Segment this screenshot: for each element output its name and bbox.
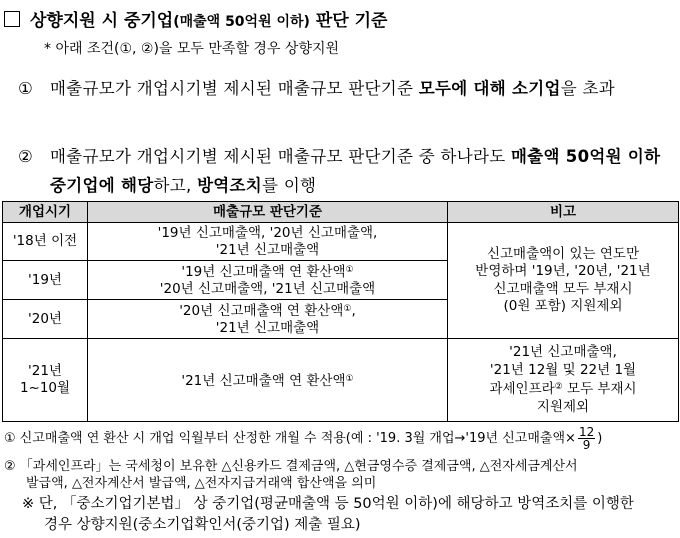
title-text: 상향지원 시 중기업 <box>30 11 174 31</box>
remarks-cell <box>448 339 679 422</box>
remark-line: 과세인프라 <box>489 381 555 397</box>
condition-1 <box>18 74 674 103</box>
footnote-marker: ① <box>345 265 354 275</box>
footnote-2-line: ② 「과세인프라」는 국세청이 보유한 △신용카드 결제금액, △현금영수증 결제금액, △전자세금계산서 <box>4 459 578 474</box>
period-line: 1~10월 <box>19 380 71 396</box>
criteria-cell <box>88 339 448 422</box>
footnote-marker: ② <box>554 382 563 392</box>
header-period: 개업시기 <box>3 202 88 223</box>
title-text-end: 판단 기준 <box>309 11 388 31</box>
remark-line: '21년 12월 및 22년 1월 <box>489 361 637 378</box>
criteria-line: '21년 신고매출액 <box>215 320 320 336</box>
criteria-line: '19년 신고매출액, '20년 신고매출액, <box>157 224 378 241</box>
period-cell: '19년 <box>3 261 88 300</box>
criteria-line: '20년 신고매출액, '21년 신고매출액 <box>159 281 376 297</box>
remark-line: 모두 부재시 <box>567 381 637 397</box>
condition-1-bold: 모두에 대해 소기업 <box>418 79 561 98</box>
period-cell: '20년 <box>3 300 88 339</box>
condition-2-part3: 를 이행 <box>262 176 317 195</box>
footnote-3-line: 경우 상향지원(중소기업확인서(중기업) 제출 필요) <box>44 517 361 533</box>
remark-line: (0원 포함) 지원제외 <box>503 298 623 314</box>
criteria-line: '20년 신고매출액 연 환산액 <box>179 303 344 319</box>
criteria-line: '21년 신고매출액 연 환산액 <box>181 372 346 389</box>
footnote-marker: ① <box>345 373 354 384</box>
criteria-line: '19년 신고매출액 연 환산액 <box>181 264 346 280</box>
criteria-cell <box>88 261 448 300</box>
table-row <box>3 339 679 422</box>
header-remarks: 비고 <box>448 202 679 223</box>
condition-2-number: ② <box>18 147 34 166</box>
criteria-cell: '20년 신고매출액 연 환산액①, '21년 신고매출액 <box>88 300 448 339</box>
condition-2-bold1: 매출액 50억원 이하 중기업에 해당 <box>50 147 661 195</box>
footnote-2 <box>4 458 676 492</box>
criteria-cell <box>88 223 448 261</box>
period-cell: '18년 이전 <box>3 223 88 261</box>
remark-line: 신고매출액 모두 부재시 <box>493 280 633 297</box>
table-row <box>3 223 679 261</box>
footnote-marker: ① <box>343 304 352 314</box>
condition-2 <box>18 142 674 200</box>
period-line: '21년 <box>28 363 62 379</box>
condition-2-bold2: 방역조치 <box>197 176 263 195</box>
section-title <box>4 6 387 31</box>
condition-1-part1: 매출규모가 개업시기별 제시된 매출규모 판단기준 <box>50 79 419 98</box>
remark-line: 반영하며 '19년, '20년, '21년 <box>475 263 651 279</box>
table-header-row <box>3 202 679 223</box>
footnote-3-line: ※ 단, 「중소기업기본법」 상 중기업(평균매출액 등 50억원 이하)에 해당하고 방역조치를 이행한 <box>22 496 634 512</box>
remarks-cell <box>448 223 679 339</box>
remark-line: '21년 신고매출액, <box>509 344 617 360</box>
period-cell <box>3 339 88 422</box>
condition-1-number: ① <box>18 79 34 98</box>
remark-line: 신고매출액이 있는 연도만 <box>486 245 640 262</box>
footnote-1 <box>4 426 602 451</box>
condition-note: * 아래 조건(①, ②)을 모두 만족할 경우 상향지원 <box>44 41 340 57</box>
checkbox-square-icon <box>4 11 20 27</box>
fraction <box>578 426 595 451</box>
footnote-2-line: 발급액, △전자계산서 발급액, △전자지급거래액 합산액을 의미 <box>26 476 377 491</box>
criteria-table <box>2 201 679 422</box>
footnote-3 <box>22 494 678 536</box>
remark-line: 지원제외 <box>536 398 590 415</box>
fraction-denominator: 9 <box>582 438 591 452</box>
footnote-1-text: ① 신고매출액 연 환산 시 개업 익월부터 산정한 개월 수 적용(예 : '19. 3월 개업→'19년 신고매출액× <box>4 431 576 446</box>
condition-2-part1: 매출규모가 개업시기별 제시된 매출규모 판단기준 중 하나라도 <box>50 147 512 166</box>
footnote-1-close: ) <box>597 431 603 446</box>
header-criteria: 매출규모 판단기준 <box>88 202 448 223</box>
condition-1-text <box>50 74 674 103</box>
title-paren: (매출액 50억원 이하) <box>173 14 310 30</box>
condition-1-part2: 을 초과 <box>560 79 616 98</box>
condition-2-text <box>50 142 674 200</box>
condition-2-part2: 하고, <box>153 176 198 195</box>
criteria-line: '21년 신고매출액 <box>215 241 320 258</box>
fraction-numerator: 12 <box>578 425 595 439</box>
